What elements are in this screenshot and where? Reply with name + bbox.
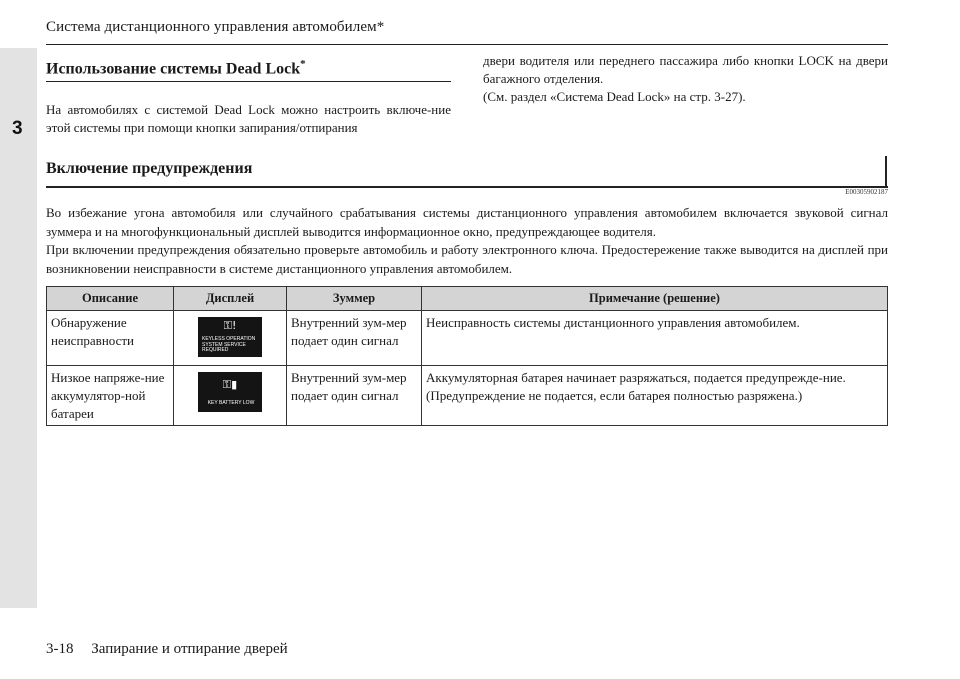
table-row: [47, 311, 888, 366]
footer-chapter-title: Запирание и отпирание дверей: [91, 641, 288, 657]
row-description: Низкое напряже-ние аккумулятор-ной батареи: [47, 366, 174, 426]
dead-lock-paragraph-right: [483, 52, 888, 106]
row-display: [174, 366, 287, 426]
row-buzzer: Внутренний зум-мер подает один сигнал: [287, 311, 422, 366]
row-display: [174, 311, 287, 366]
column-header-display: Дисплей: [174, 287, 287, 311]
row-description: Обнаружение неисправности: [47, 311, 174, 366]
table-header-row: [47, 287, 888, 311]
warning-paragraph-2: При включении предупреждения обязательно проверьте автомобиль и работу электронного ключа. Предостережение также выводится на дисплей при возникновении неисправности в системе дистанционного управления автомобилем.: [46, 242, 888, 276]
section-dead-lock-title: [46, 58, 306, 78]
dead-lock-paragraph-continued: двери водителя или переднего пассажира либо кнопки LOCK на двери багажного отделения.: [483, 53, 888, 86]
table-row: [47, 366, 888, 426]
display-message: KEYLESS OPERATION SYSTEM SERVICE REQUIRED: [202, 336, 256, 354]
row-note: Неисправность системы дистанционного управления автомобилем.: [422, 311, 888, 366]
row-buzzer: Внутренний зум-мер подает один сигнал: [287, 366, 422, 426]
section-dead-lock-title-text: Использование системы Dead Lock: [46, 60, 301, 78]
chapter-number: 3: [12, 118, 23, 139]
page-header-title: Система дистанционного управления автомобилем*: [46, 19, 385, 35]
column-header-description: Описание: [47, 287, 174, 311]
key-warning-icon: ⚿!: [223, 319, 237, 332]
section-warning-divider: [46, 186, 888, 188]
warning-paragraph-1: Во избежание угона автомобиля или случайного срабатывания системы дистанционного управления автомобилем включается звуковой сигнал зуммера и на многофункциональный дисплей выводится информационное окно, предупреждающее водителя.: [46, 205, 888, 239]
row-note: Аккумуляторная батарея начинает разряжаться, подается предупрежде-ние. (Предупреждение не подается, если батарея полностью разряжена.): [422, 366, 888, 426]
document-code: E00305902187: [845, 188, 888, 196]
page-number: 3-18: [46, 641, 74, 657]
display-screen-image: [198, 317, 262, 357]
section-warning-title: Включение предупреждения: [46, 160, 253, 177]
section-dead-lock-title-mark: *: [300, 58, 306, 70]
column-header-buzzer: Зуммер: [287, 287, 422, 311]
display-message: KEY BATTERY LOW: [207, 400, 255, 407]
key-battery-icon: ⚿▮: [222, 378, 238, 391]
dead-lock-paragraph-left: На автомобилях с системой Dead Lock можно настроить включе-ние этой системы при помощи кнопки запирания/отпирания: [46, 102, 451, 135]
column-header-note: Примечание (решение): [422, 287, 888, 311]
warning-table: [46, 286, 888, 426]
warning-body: [46, 204, 888, 278]
display-screen-image: [198, 372, 262, 412]
page-footer: [46, 641, 288, 658]
section-dead-lock-divider: [46, 81, 451, 82]
header-divider: [46, 44, 888, 45]
section-warning-bar: [885, 156, 887, 188]
dead-lock-reference: (См. раздел «Система Dead Lock» на стр. 3-27).: [483, 89, 746, 104]
